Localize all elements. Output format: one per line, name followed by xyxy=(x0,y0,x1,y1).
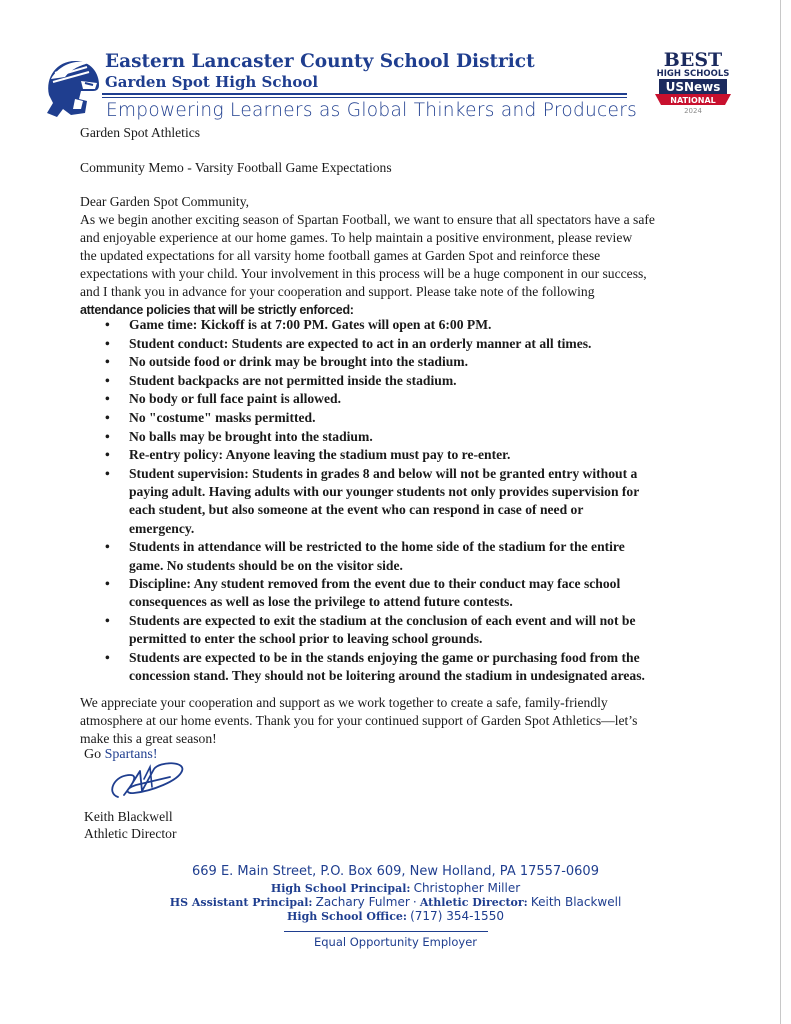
policy-item xyxy=(80,465,700,538)
ad-name: Keith Blackwell xyxy=(530,895,622,909)
office-label: High School Office: xyxy=(287,910,407,923)
closing-line: atmosphere at our home events. Thank you for your continued support of Garden Spot Athletics—let’s xyxy=(80,713,638,728)
footer-principal xyxy=(0,881,791,896)
district-motto: Empowering Learners as Global Thinkers and Producers xyxy=(106,100,638,121)
intro-line: and enjoyable experience at our home games. To help maintain a positive environment, please review xyxy=(80,230,633,245)
bullet-icon: • xyxy=(105,391,110,407)
signer-name: Keith Blackwell xyxy=(84,809,173,824)
memo-closing xyxy=(80,694,637,748)
bullet-icon: • xyxy=(105,613,110,629)
school-name: Garden Spot High School xyxy=(105,73,319,91)
policy-item xyxy=(80,612,700,649)
bullet-icon: • xyxy=(105,447,110,463)
principal-label: High School Principal: xyxy=(270,882,411,895)
policy-text: Game time: Kickoff is at 7:00 PM. Gates will open at 6:00 PM. xyxy=(129,317,492,332)
memo-greeting: Dear Garden Spot Community, xyxy=(80,194,250,209)
svg-text:USNews: USNews xyxy=(665,80,721,94)
bullet-icon: • xyxy=(105,335,110,351)
svg-text:2024: 2024 xyxy=(684,107,702,115)
policy-text: Students are expected to be in the stands enjoying the game or purchasing food from the xyxy=(129,649,640,665)
policy-text: Student backpacks are not permitted inside the stadium. xyxy=(129,372,457,388)
svg-text:NATIONAL: NATIONAL xyxy=(670,96,716,105)
policy-text: Discipline: Any student removed from the event due to their conduct may face school xyxy=(129,576,621,592)
intro-line: and I thank you in advance for your cooperation and support. Please take note of the following xyxy=(80,284,595,299)
policy-text: Student supervision: Students in grades 8 and below will not be granted entry without a xyxy=(129,465,638,481)
separator-dot: · xyxy=(412,895,417,909)
footer-address: 669 E. Main Street, P.O. Box 609, New Holland, PA 17557-0609 xyxy=(192,864,599,879)
bullet-icon: • xyxy=(105,465,110,481)
assistant-name: Zachary Fulmer xyxy=(315,895,410,909)
intro-line: As we begin another exciting season of Spartan Football, we want to ensure that all spectators have a safe xyxy=(80,212,655,227)
policy-text: Students in attendance will be restricted to the home side of the stadium for the entire xyxy=(129,539,625,555)
policy-item xyxy=(80,409,700,427)
policy-list xyxy=(80,316,700,686)
bullet-icon: • xyxy=(105,354,110,370)
policy-item xyxy=(80,353,700,371)
header-rule xyxy=(102,93,627,95)
bullet-icon: • xyxy=(105,409,110,425)
closing-line: We appreciate your cooperation and support as we work together to create a safe, family-friendly xyxy=(80,695,608,710)
footer-office xyxy=(0,909,791,924)
bullet-icon: • xyxy=(105,539,110,555)
header-rule-thin xyxy=(102,97,627,98)
policy-text: consequences as well as lose the privilege to attend future contests. xyxy=(129,594,513,610)
footer-assistant-ad xyxy=(0,895,791,910)
policy-text: paying adult. Having adults with our younger students not only provides supervision for xyxy=(129,484,640,500)
policy-text: Students are expected to exit the stadium at the conclusion of each event and will not be xyxy=(129,613,636,629)
bullet-icon: • xyxy=(105,428,110,444)
memo-from: Garden Spot Athletics xyxy=(80,125,201,140)
memo-subject: Community Memo - Varsity Football Game Expectations xyxy=(80,160,392,175)
signer-title: Athletic Director xyxy=(84,826,177,841)
policy-text: permitted to enter the school prior to leaving school grounds. xyxy=(129,631,483,647)
policy-item xyxy=(80,538,700,575)
policy-text: emergency. xyxy=(129,520,195,536)
signoff-team: Spartans! xyxy=(104,747,158,762)
principal-name: Christopher Miller xyxy=(413,881,521,895)
policy-text: Student conduct: Students are expected to act in an orderly manner at all times. xyxy=(129,335,592,351)
bullet-icon: • xyxy=(105,576,110,592)
bullet-icon: • xyxy=(105,649,110,665)
office-phone: (717) 354-1550 xyxy=(410,909,504,923)
policy-item xyxy=(80,575,700,612)
policy-item xyxy=(80,649,700,686)
policy-text: each student, but also someone at the event who can respond in case of need or xyxy=(129,502,584,518)
closing-line: make this a great season! xyxy=(80,731,217,746)
svg-text:BEST: BEST xyxy=(663,49,723,71)
policy-text: Re-entry policy: Anyone leaving the stadium must pay to re-enter. xyxy=(129,447,511,463)
policy-text: No outside food or drink may be brought into the stadium. xyxy=(129,354,469,370)
policy-text: No "costume" masks permitted. xyxy=(129,409,316,425)
policy-item xyxy=(80,390,700,408)
bullet-icon: • xyxy=(105,372,110,388)
equal-opportunity-employer: Equal Opportunity Employer xyxy=(313,935,478,949)
policy-item xyxy=(80,335,700,353)
footer-rule xyxy=(284,931,488,932)
intro-line: expectations with your child. Your involvement in this process will be a huge component in our success, xyxy=(80,266,647,281)
signer-block xyxy=(84,808,176,842)
district-name: Eastern Lancaster County School District xyxy=(105,51,535,72)
assistant-label: HS Assistant Principal: xyxy=(169,896,313,909)
signature-icon xyxy=(100,757,190,807)
policy-text: game. No students should be on the visitor side. xyxy=(129,557,403,573)
signoff-go: Go xyxy=(84,747,105,762)
best-high-schools-badge-icon xyxy=(653,49,733,119)
ad-label: Athletic Director: xyxy=(419,896,528,909)
spartan-helmet-logo-icon xyxy=(41,55,103,121)
policy-item xyxy=(80,316,700,334)
policy-text: No balls may be brought into the stadium. xyxy=(129,428,373,444)
intro-bold-line: attendance policies that will be strictly enforced: xyxy=(80,303,354,317)
intro-line: the updated expectations for all varsity home football games at Garden Spot and reinforce these xyxy=(80,248,601,263)
policy-text: No body or full face paint is allowed. xyxy=(129,391,341,407)
policy-text: concession stand. They should not be loitering around the stadium in undesignated areas. xyxy=(129,668,645,684)
policy-item xyxy=(80,428,700,446)
svg-text:HIGH SCHOOLS: HIGH SCHOOLS xyxy=(656,69,730,79)
policy-item xyxy=(80,372,700,390)
memo-intro xyxy=(80,193,655,319)
bullet-icon: • xyxy=(105,317,110,332)
policy-item xyxy=(80,446,700,464)
